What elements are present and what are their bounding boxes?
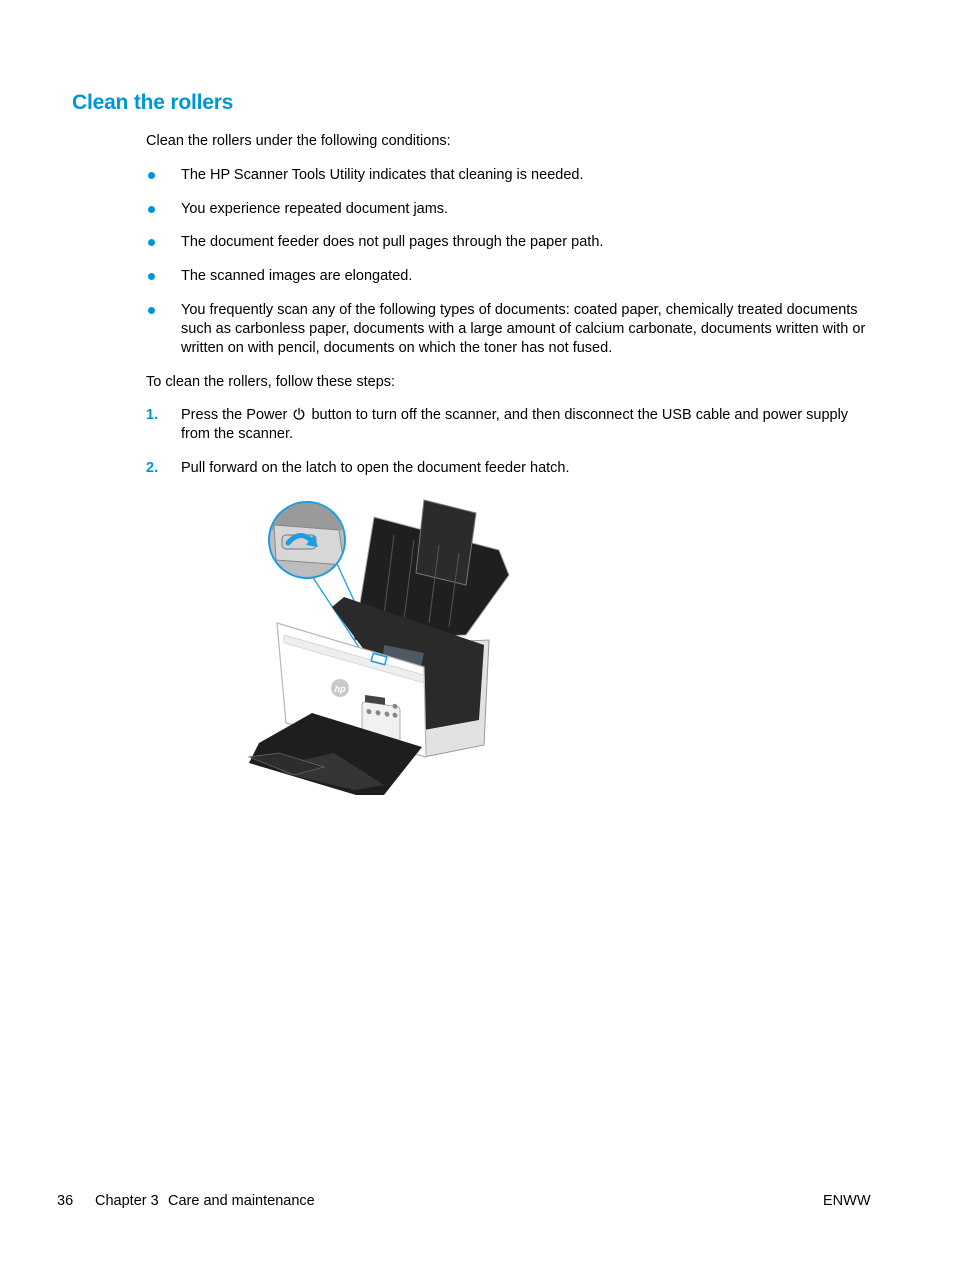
step-number: 2.	[146, 460, 159, 476]
intro-paragraph: Clean the rollers under the following conditions:	[146, 133, 451, 149]
footer-chapter: Chapter 3	[95, 1193, 159, 1209]
condition-item: The HP Scanner Tools Utility indicates that cleaning is needed.	[146, 166, 866, 185]
condition-item: You experience repeated document jams.	[146, 200, 866, 219]
bullet-icon	[148, 172, 155, 179]
bullet-icon	[148, 206, 155, 213]
hp-logo: hp	[334, 684, 346, 694]
footer-locale: ENWW	[823, 1193, 871, 1209]
step-item: 1. Press the Power button to turn off the scanner, and then disconnect the USB cable and power supply from the scanner.	[146, 407, 849, 442]
page-number: 36	[57, 1193, 74, 1209]
step-item: 2. Pull forward on the latch to open the document feeder hatch.	[146, 460, 570, 476]
condition-item: The scanned images are elongated.	[146, 267, 866, 286]
scanner-illustration	[244, 495, 524, 800]
bullet-icon	[148, 273, 155, 280]
section-heading: Clean the rollers	[72, 91, 234, 114]
condition-item: The document feeder does not pull pages through the paper path.	[146, 233, 866, 252]
bullet-icon	[148, 307, 155, 314]
footer-chapter-title: Care and maintenance	[168, 1193, 315, 1209]
steps-intro: To clean the rollers, follow these steps:	[146, 374, 396, 390]
condition-item: You frequently scan any of the following types of documents: coated paper, chemically treated documents such as carbonless paper, documents with a large amount of calcium carbonate, documents written with or written on with pencil, documents on which the toner has not fused.	[146, 301, 866, 358]
power-icon	[292, 407, 306, 421]
bullet-icon	[148, 239, 155, 246]
step-number: 1.	[146, 407, 159, 423]
